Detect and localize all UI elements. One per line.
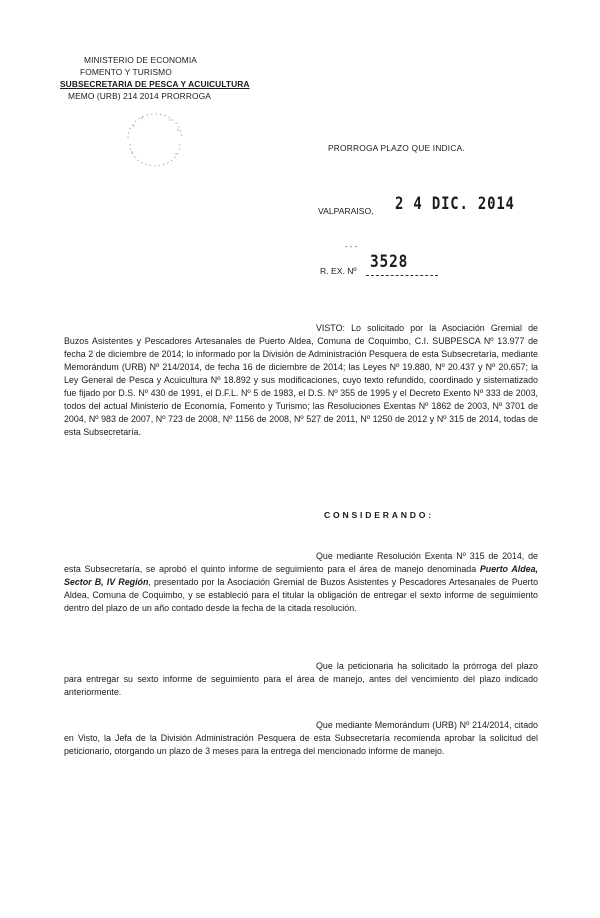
management-area-name: Puerto Aldea, Sector B, IV Región <box>64 564 538 587</box>
considerando-item-1 <box>64 550 538 615</box>
visto-section <box>64 322 538 439</box>
memo-reference: MEMO (URB) 214 2014 PRORROGA <box>68 91 211 101</box>
resolution-number: 3528 <box>370 252 409 272</box>
date-stamp: 2 4 DIC. 2014 <box>395 194 515 214</box>
city-label: VALPARAISO, <box>318 206 374 216</box>
considerando-paragraph-1 <box>64 550 538 615</box>
considerando-paragraph-2: Que la peticionaria ha solicitado la prórroga del plazo para entregar su sexto informe de seguimiento para el área de manejo, antes del vencimiento del plazo indicado anteriormente. <box>64 661 538 697</box>
faint-seal-stamp <box>120 108 190 168</box>
visto-paragraph: VISTO: Lo solicitado por la Asociación Gremial de Buzos Asistentes y Pescadores Artesanales de Puerto Aldea, Comuna de Coquimbo, C.I. SUBPESCA Nº 13.977 de fecha 2 de diciembre de 2014; lo informado por la División de Administración Pesquera de esta Subsecretaría, mediante Memorándum (URB) Nº 214/2014, de fecha 16 de diciembre de 2014; las Leyes Nº 19.880, Nº 20.437 y Nº 20.657; la Ley General de Pesca y Acuicultura Nº 18.892 y sus modificaciones, cuyo texto refundido, coordinado y sistematizado fue fijado por D.S. Nº 430 de 1991, el D.F.L. Nº 5 de 1983, el D.S. Nº 355 de 1995 y el Decreto Exento Nº 333 de 2003, todos del actual Ministerio de Economía, Fomento y Turismo; las Resoluciones Exentas Nº 1862 de 2003, Nº 3701 de 2004, Nº 983 de 2007, Nº 723 de 2008, Nº 1156 de 2008, Nº 527 de 2011, Nº 1250 de 2012 y Nº 315 de 2014, todas de esta Subsecretaría. <box>64 323 538 437</box>
considerando-paragraph-3: Que mediante Memorándum (URB) Nº 214/2014, citado en Visto, la Jefa de la División Administración Pesquera de esta Subsecretaría recomienda aprobar la solicitud del peticionario, otorgando un plazo de 3 meses para la entrega del mencionado informe de manejo. <box>64 720 538 756</box>
considerando-heading: CONSIDERANDO: <box>324 510 434 520</box>
stamp-mark: ‐ ‐ ‐ <box>345 242 358 251</box>
ministry-subtitle: FOMENTO Y TURISMO <box>80 67 172 77</box>
letterhead <box>60 54 310 102</box>
document-subject: PRORROGA PLAZO QUE INDICA. <box>328 143 465 153</box>
ministry-name: MINISTERIO DE ECONOMIA <box>84 55 197 65</box>
undersecretariat-name: SUBSECRETARIA DE PESCA Y ACUICULTURA <box>60 79 250 89</box>
resolution-label: R. EX. Nº <box>320 266 357 276</box>
resolution-number-line <box>366 275 438 276</box>
considerando-item-2 <box>64 660 538 699</box>
considerando-1-text-b: , presentado por la Asociación Gremial de Buzos Asistentes y Pescadores Artesanales de Puerto Aldea, Comuna de Coquimbo, y se estableció para el titular la obligación de entregar el sexto informe de seguimiento dentro del plazo de un año contado desde la fecha de la citada resolución. <box>64 577 539 613</box>
considerando-1-text-a: Que mediante Resolución Exenta Nº 315 de 2014, de esta Subsecretaría, se aprobó el quinto informe de seguimiento para el área de manejo denominada <box>64 551 538 574</box>
considerando-item-3 <box>64 719 538 758</box>
